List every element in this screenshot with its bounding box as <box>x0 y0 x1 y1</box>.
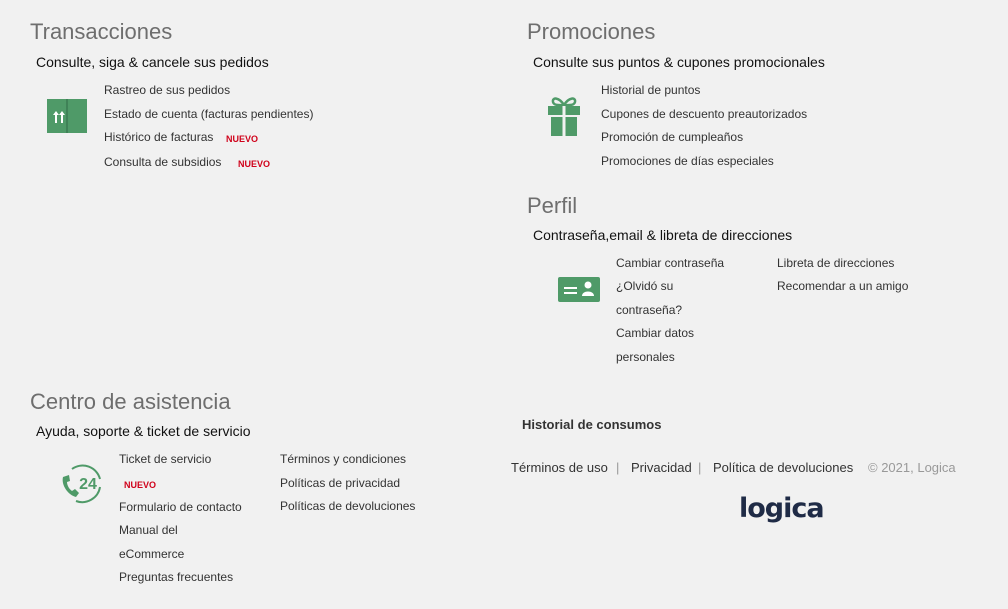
transacciones-subtitle: Consulte, siga & cancele sus pedidos <box>36 54 269 70</box>
link-promociones-dias-especiales[interactable]: Promociones de días especiales <box>601 154 774 168</box>
nuevo-badge: NUEVO <box>226 134 259 144</box>
link-ticket-servicio[interactable]: Ticket de servicio <box>119 452 212 466</box>
footer-separator: | <box>616 460 620 475</box>
promociones-title: Promociones <box>527 19 656 44</box>
link-historial-puntos[interactable]: Historial de puntos <box>601 83 701 97</box>
link-cupones-descuento[interactable]: Cupones de descuento preautorizados <box>601 107 808 121</box>
link-olvido-contrasena-line2[interactable]: contraseña? <box>616 303 683 317</box>
footer-link-terminos-uso[interactable]: Términos de uso <box>511 460 608 475</box>
link-recomendar-amigo[interactable]: Recomendar a un amigo <box>777 279 909 293</box>
gift-icon <box>547 95 581 142</box>
promociones-subtitle: Consulte sus puntos & cupones promocionales <box>533 54 825 70</box>
perfil-subtitle: Contraseña,email & libreta de direcciones <box>533 227 793 243</box>
link-manual-ecommerce-line1[interactable]: Manual del <box>119 523 178 537</box>
link-formulario-contacto[interactable]: Formulario de contacto <box>119 500 242 514</box>
footer-link-politica-devoluciones[interactable]: Política de devoluciones <box>713 460 854 475</box>
link-consulta-subsidios[interactable]: Consulta de subsidios <box>104 155 222 169</box>
link-manual-ecommerce-line2[interactable]: eCommerce <box>119 547 185 561</box>
nuevo-badge: NUEVO <box>238 159 271 169</box>
footer-separator: | <box>698 460 702 475</box>
support-24h-icon-text: 24 <box>79 476 97 493</box>
link-politicas-privacidad[interactable]: Políticas de privacidad <box>280 476 401 490</box>
logica-logo: logica <box>739 493 824 524</box>
link-preguntas-frecuentes[interactable]: Preguntas frecuentes <box>119 570 234 584</box>
transacciones-title: Transacciones <box>30 19 173 44</box>
link-cambiar-datos-line2[interactable]: personales <box>616 350 675 364</box>
footer-copyright: © 2021, Logica <box>868 460 956 475</box>
link-politicas-devoluciones[interactable]: Políticas de devoluciones <box>280 499 416 513</box>
link-historial-consumos[interactable]: Historial de consumos <box>522 417 662 432</box>
support-24h-icon <box>60 463 104 510</box>
asistencia-title: Centro de asistencia <box>30 389 231 414</box>
link-cambiar-datos-line1[interactable]: Cambiar datos <box>616 326 695 340</box>
link-historico-facturas[interactable]: Histórico de facturas <box>104 130 214 144</box>
asistencia-subtitle: Ayuda, soporte & ticket de servicio <box>36 423 251 439</box>
footer-link-privacidad[interactable]: Privacidad <box>631 460 692 475</box>
link-estado-cuenta[interactable]: Estado de cuenta (facturas pendientes) <box>104 107 314 121</box>
nuevo-badge: NUEVO <box>124 480 157 490</box>
id-card-icon <box>558 277 600 307</box>
link-cambiar-contrasena[interactable]: Cambiar contraseña <box>616 256 725 270</box>
perfil-title: Perfil <box>527 193 578 218</box>
package-box-icon <box>46 98 88 139</box>
link-olvido-contrasena-line1[interactable]: ¿Olvidó su <box>616 279 674 293</box>
link-promocion-cumpleanos[interactable]: Promoción de cumpleaños <box>601 130 744 144</box>
link-libreta-direcciones[interactable]: Libreta de direcciones <box>777 256 895 270</box>
link-rastreo-pedidos[interactable]: Rastreo de sus pedidos <box>104 83 231 97</box>
link-terminos-condiciones[interactable]: Términos y condiciones <box>280 452 407 466</box>
